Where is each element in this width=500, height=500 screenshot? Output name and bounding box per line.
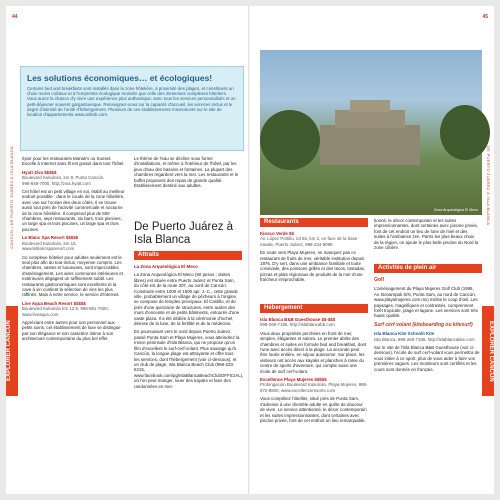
paragraph: L'aménagement du Playa Mujeres Golf Club (1995, Av. Bonampak S/N, Punta Sam, au nord de Cancún, www.playamujeres.com.mx) mérite le coup d'œil. Les paysages, magnifiques et contrastés, comprennent forêt tropicale, plage et lagune. Les services sont très haute qualité. bbox=[374, 286, 478, 319]
left-column-2b bbox=[134, 264, 244, 392]
accommodation-bar: Hébergement bbox=[260, 304, 368, 313]
right-column-2b bbox=[374, 277, 480, 375]
hotel-name: Isla Blanca B&B Guesthouse $$-$$$ bbox=[260, 317, 336, 322]
right-column-2 bbox=[374, 218, 480, 253]
hotel-name: Live Aqua Beach Resort $$$$$ bbox=[22, 300, 86, 306]
restaurant-address: Av. López Portillo, lot 56, km 3, en face de la base navale, Puerto Juárez, 998-234-9098 bbox=[260, 236, 358, 247]
hotel-name: Hyatt Ziva $$$$$ bbox=[22, 169, 57, 175]
right-page bbox=[250, 6, 494, 494]
section-tab: EXPLORER CANCÚN bbox=[6, 306, 18, 396]
paragraph: Appréciant entre autres pour son personnel aux petits soins, cet établissement de luxe se distingue par son élégance et son caractère intime à son architecture contemporaine du plus bel effet. bbox=[22, 319, 121, 342]
paragraph: époir pour les restaurants Mariak's ou Sunset. Excelle à Internet sans fil est gratuit dans tout l'hôtel. bbox=[22, 156, 125, 167]
hotel-contact: 998-268-7186, http://islablancabb.com bbox=[260, 322, 335, 328]
restaurant-name: Kiosco Verde $$ bbox=[260, 231, 294, 236]
paragraph: Cet hôtel est un petit village en soi, établi au meilleur endroit possible : dans le coude de la zone hôtelière, avec vue sur l'océan des deux côtés. Il se trouve aussi tout près de l'activité commerciale et nocturne de la zone hôtelière. Il comprend plus de 500 chambres, sept restaurants, six bars, trois piscines, un large spa et trois piscines, un large spa et trois piscines. bbox=[22, 189, 125, 232]
left-page bbox=[6, 6, 250, 494]
right-column-1b bbox=[260, 317, 368, 426]
attraction-name: La Zona Arqueológica El Meco bbox=[134, 264, 198, 269]
section-tab: EXPLORER CANCÚN bbox=[482, 306, 494, 396]
page-number: 44 bbox=[12, 14, 18, 20]
book-spread bbox=[6, 6, 494, 494]
hotel-contact: 998-848-7000, http://ziva.hyatt.com bbox=[22, 180, 91, 186]
paragraph: Ce complexe hôtelier pour adultes seulement est le seul plus afin du tout-inclus, moyenne compris. Les chambres, vastes et luxueuses, sont impeccables d'aménagement. Les aires communes intérieures et extérieures dégagent un raffinement subtil. Les restaurants gastronomiques sont excellents et la cave à vin contient la sélection de vins les plus raffinés. Mais à votre service, le service d'Internet. bbox=[22, 254, 123, 298]
paragraph: Vous compétiez hôtellier, situé près de Punta Sam, s'adresse à une clientèle adulte en quête de douceur de vivre. Le service attentionné, le décor contemporain et les suites impressionnantes, dont certaines avec piscine privée, font de cet endroit un lieu remarquable. bbox=[260, 396, 367, 423]
hotel-name: Le Blanc Spa Resort $$$$$ bbox=[22, 235, 79, 241]
section-heading: De Puerto Juárez à Isla Blanca bbox=[134, 221, 234, 246]
left-column-1 bbox=[22, 156, 126, 345]
paragraph: En route vers Playa Mujeres, ne manquez pas ce restaurant de fruits de mer, véritable institution depuis 1976. D'y sert, dans une ambiance familiale et toute conviviale, des poissons grillés et des tacos, tostadas, pizzas et plats régionaux de produits de la mer d'une fraîcheur irréprochable. bbox=[260, 250, 366, 283]
eco-solutions-box bbox=[20, 66, 244, 151]
paragraph: Vous deux propriétés perchées en front de mer, simples, élégantes et saines. Le premier abrite des chambres et suites en formule bed and breakfast, dont l'une avec accès direct à la plage. La seconde peut être louée entière, en séjour autonome. Sur place, les visiteurs ont accès aux kayaks et planches à rame du centre de sports d'aventure, qui compte aussi une école de surf cerf-volant. bbox=[260, 330, 367, 374]
box-text: Certains bed and breakfasts sont installés dans la zone hôtelière, à proximité des plages, et constituent un choix moins coûteux et à l'empreinte écologique moindre que celle des immenses complexes hôteliers. Vous aurez la chance d'y vivre une expérience plus authentique, avec tous les services personnalisés et un petit-déjeuner souvent gargantuesque. Renseignez-vous sur la capacité d'accueil, les services inclus et le degré d'intimité de l'unité d'hébergement. Plusieurs de ces établissements s'annoncent sur le site de location d'appartements www.airbnb.com. bbox=[27, 86, 236, 118]
golf-heading: Golf bbox=[374, 277, 384, 283]
restaurants-bar: Restaurants bbox=[260, 218, 368, 227]
el-meco-photo bbox=[260, 50, 482, 215]
kite-school-contact: Isla Blanca, 998-268-7186, http://islablancakite.com bbox=[374, 336, 475, 342]
hotel-contact: www.leblancsparesort.com bbox=[22, 246, 75, 252]
box-title: Les solutions économiques… et écologiques! bbox=[27, 73, 213, 83]
paragraph: Le thème de l'eau se décline sous forme d'installations, et même à l'intérieur de l'hôtel, par les jeux d'eau des bassins et fontaines. La plupart des chambres regardent vers la mer. Les restaurants et le buffet proposent des repas de grande qualité. Établissement destiné aux adultes. bbox=[134, 156, 239, 189]
hotel-address: Boulevard Kukulcán, km 10, bbox=[22, 240, 77, 246]
hotel-address: Boulevard Kukulcán km 12.5, 998-881-7600, bbox=[22, 306, 109, 312]
right-column-1 bbox=[260, 231, 368, 286]
outdoor-activities-bar: Activités de plein air bbox=[374, 264, 482, 273]
left-column-2 bbox=[134, 156, 240, 191]
hotel-contact: www.liveaqua.com bbox=[22, 311, 59, 317]
paragraph: La Zona Arqueológica El Meco (60 pesos ; visites libres) est située entre Puerto Juárez et Punta Sam, du côté est de la route 307, au nord de Cancún. Construite entre 1000 et 1500 apr. J.-C., cette grande ville, probablement un village de pêcheurs à l'origine, se compose de temples principaux. El Castillo, et de près d'une quinzaine de structures, entre autres des murs d'enceinte et de petits bâtiments, entourés d'une vaste plaza. Il a été dédiée à la cérémonie d'Ixchel, déesse de la lune, de la fertilité et de la médecine. bbox=[134, 272, 240, 327]
running-head: CANCÚN • DE PUERTO JUÁREZ À ISLA BLANCA bbox=[9, 146, 14, 249]
paragraph: tionné, le décor contemporain et les suites impressionnantes, dont certaines avec piscine privée, font de cet endroit un lieu de lune de miel et des suites à l'ambiance zen. Parmi les plus beaux choix de la région, on ajoute le plus belle piscine du Nord la zone côtière. bbox=[374, 218, 479, 251]
hotel-name: Excellence Playa Mujeres $$$$$ bbox=[260, 377, 327, 383]
kitesurf-heading: Surf cerf-volant (kiteboarding ou kitesurf) bbox=[374, 321, 473, 328]
hotel-contact: Prolongación Boulevard Kukulcán, Playa Mujeres, 998-872-8600, www.excellenceresorts.com bbox=[260, 382, 368, 393]
kite-school-name: Isla Blanca Kite School/I Kite bbox=[374, 331, 435, 337]
paragraph: En poursuivant vers le nord depuis Puerto Juárez, passé Punta Sam et Playa Mujeres, vous atteindrez la mince péninsule d'Isla Blanca, qui ne propose qu'un film d'excellent le surf-cerf-volant. Plus sauvage qu'à Cancún, la longue plage est attrayante et offre tous les services, dont l'hébergement (voir ci-dessous), et un club de plage, Isla Blanca Beach Club (998-223-6215, www.facebook.com/pg/IslaBlancaBeachClubOFFICIAL), où l'on peut manger, louer des kayaks et faire des randonnées en mer. bbox=[134, 329, 244, 389]
paragraph: Sur le site de l'Isla Blanca B&B Guesthouse (voir ci-dessous), l'école de surf cerf-volant vous permettra de vous initier à ce sport, plus de vous aider à faire vos premières vagues. Les moniteurs sont certifiés et les cours sont donnés en français. bbox=[374, 345, 480, 372]
page-number: 45 bbox=[482, 14, 488, 20]
running-head: DE PUERTO JUÁREZ À ISLA BLANCA bbox=[486, 146, 491, 226]
photo-caption: Zona Arqueológica El Meco bbox=[434, 208, 478, 212]
hotel-address: Boulevard Kukulcán, km 9, Punta Cancún, bbox=[22, 175, 105, 181]
attractions-bar: Attraits bbox=[134, 251, 242, 260]
